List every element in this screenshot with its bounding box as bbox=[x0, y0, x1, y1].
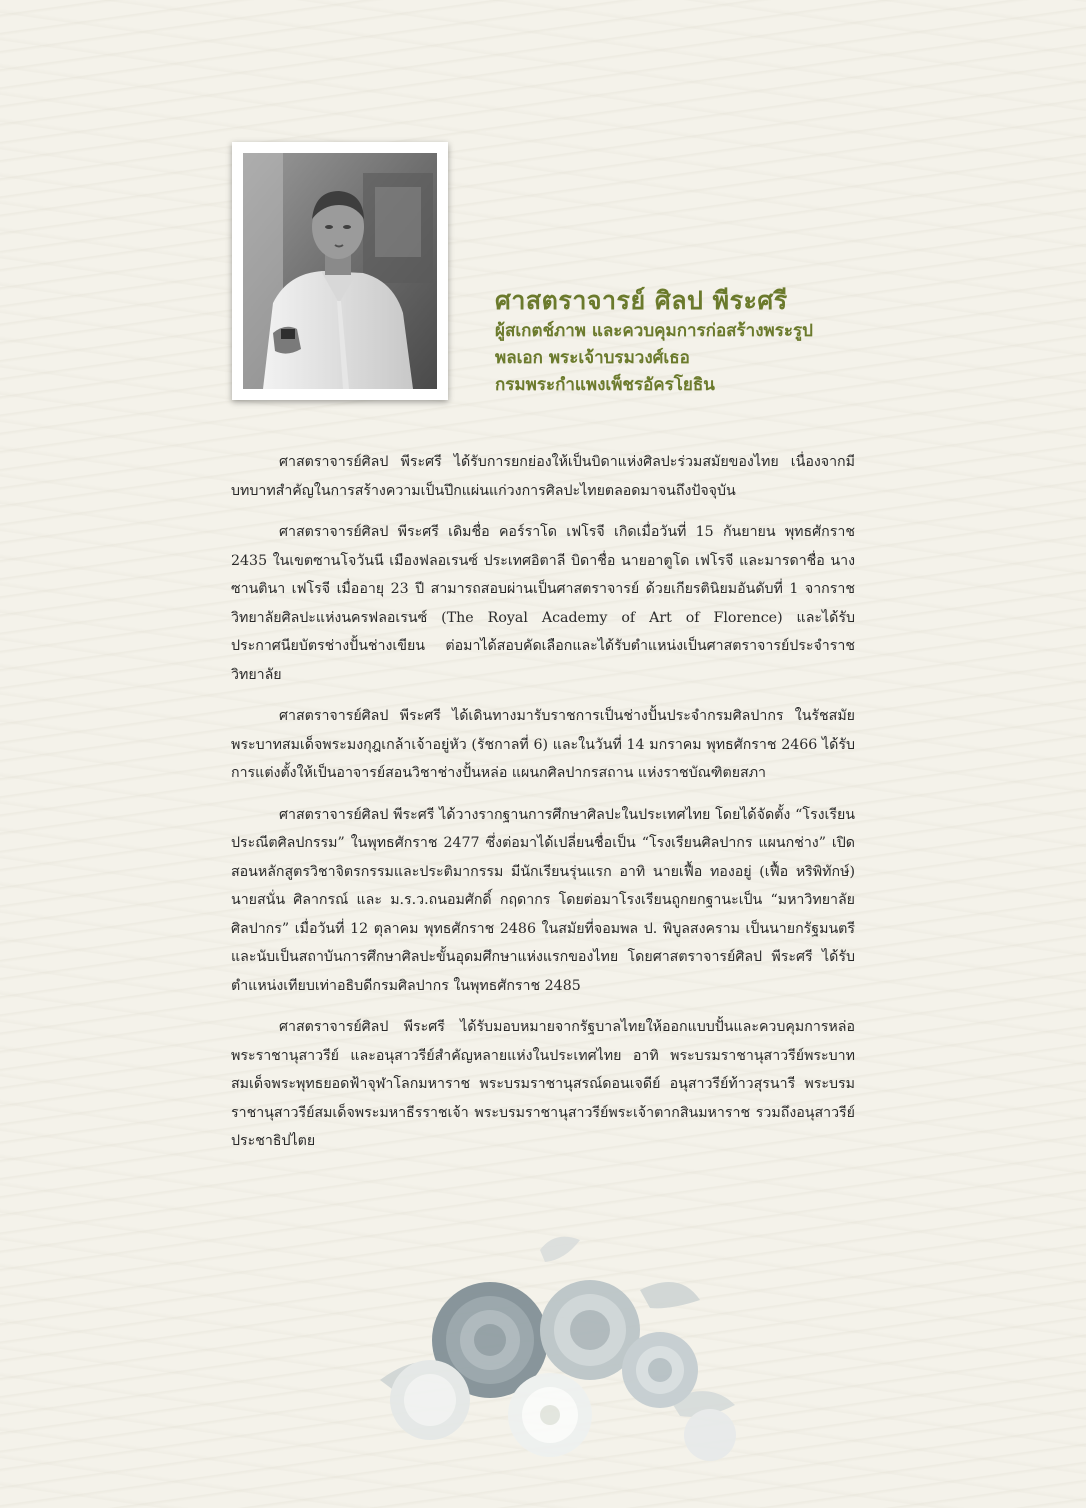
article-heading bbox=[495, 284, 875, 399]
heading-subtitle-line: กรมพระกำแพงเพ็ชรอัครโยธิน bbox=[495, 375, 715, 395]
body-paragraph: ศาสตราจารย์ศิลป พีระศรี ได้เดินทางมารับราชการเป็นช่างปั้นประจำกรมศิลปากร ในรัชสมัยพระบาทสมเด็จพระมงกุฎเกล้าเจ้าอยู่หัว (รัชกาลที่ 6) และในวันที่ 14 มกราคม พุทธศักราช 2466 ได้รับการแต่งตั้งให้เป็นอาจารย์สอนวิชาช่างปั้นหล่อ แผนกศิลปากรสถาน แห่งราชบัณฑิตยสภา bbox=[231, 708, 855, 781]
heading-subtitle-line: ผู้สเกตช์ภาพ และควบคุมการก่อสร้างพระรูป bbox=[495, 321, 813, 341]
body-paragraph: ศาสตราจารย์ศิลป พีระศรี ได้รับมอบหมายจากรัฐบาลไทยให้ออกแบบปั้นและควบคุมการหล่อพระราชานุสาวรีย์ และอนุสาวรีย์สำคัญหลายแห่งในประเทศไทย อาทิ พระบรมราชานุสาวรีย์พระบาทสมเด็จพระพุทธยอดฟ้าจุฬาโลกมหาราช พระบรมราชานุสรณ์ดอนเจดีย์ อนุสาวรีย์ท้าวสุรนารี พระบรมราชานุสาวรีย์สมเด็จพระมหาธีรราชเจ้า พระบรมราชานุสาวรีย์พระเจ้าตากสินมหาราช รวมถึงอนุสาวรีย์ประชาธิปไตย bbox=[231, 1019, 855, 1149]
heading-subtitle-line: พลเอก พระเจ้าบรมวงศ์เธอ bbox=[495, 348, 690, 368]
rose-bouquet-icon bbox=[340, 1230, 760, 1470]
article-body bbox=[231, 448, 855, 1169]
body-paragraph: ศาสตราจารย์ศิลป พีระศรี เดิมชื่อ คอร์ราโด เฟโรจี เกิดเมื่อวันที่ 15 กันยายน พุทธศักราช 2435 ในเขตซานโจวันนี เมืองฟลอเรนซ์ ประเทศอิตาลี บิดาชื่อ นายอาตูโด เฟโรจี และมารดาชื่อ นางซานตินา เฟโรจี เมื่ออายุ 23 ปี สามารถสอบผ่านเป็นศาสตราจารย์ ด้วยเกียรตินิยมอันดับที่ 1 จากราชวิทยาลัยศิลปะแห่งนครฟลอเรนซ์ (The Royal Academy of Art of Florence) และได้รับประกาศนียบัตรช่างปั้นช่างเขียน ต่อมาได้สอบคัดเลือกและได้รับตำแหน่งเป็นศาสตราจารย์ประจำราชวิทยาลัย bbox=[231, 524, 855, 683]
portrait-photo-icon bbox=[243, 153, 437, 389]
body-paragraph: ศาสตราจารย์ศิลป พีระศรี ได้วางรากฐานการศึกษาศิลปะในประเทศไทย โดยได้จัดตั้ง “โรงเรียนประณีตศิลปกรรม” ในพุทธศักราช 2477 ซึ่งต่อมาได้เปลี่ยนชื่อเป็น “โรงเรียนศิลปากร แผนกช่าง” เปิดสอนหลักสูตรวิชาจิตรกรรมและประติมากรรม มีนักเรียนรุ่นแรก อาทิ นายเฟื้อ ทองอยู่ (เฟื้อ หริพิทักษ์) นายสนั่น ศิลากรณ์ และ ม.ร.ว.ถนอมศักดิ์ กฤดากร โดยต่อมาโรงเรียนถูกยกฐานะเป็น “มหาวิทยาลัยศิลปากร” เมื่อวันที่ 12 ตุลาคม พุทธศักราช 2486 ในสมัยที่จอมพล ป. พิบูลสงคราม เป็นนายกรัฐมนตรี และนับเป็นสถาบันการศึกษาศิลปะขั้นอุดมศึกษาแห่งแรกของไทย โดยศาสตราจารย์ศิลป พีระศรี ได้รับตำแหน่งเทียบเท่าอธิบดีกรมศิลปากร ในพุทธศักราช 2485 bbox=[231, 806, 855, 994]
body-paragraph: ศาสตราจารย์ศิลป พีระศรี ได้รับการยกย่องให้เป็นบิดาแห่งศิลปะร่วมสมัยของไทย เนื่องจากมีบทบาทสำคัญในการสร้างความเป็นปึกแผ่นแก่วงการศิลปะไทยตลอดมาจนถึงปัจจุบัน bbox=[231, 454, 855, 499]
heading-title: ศาสตราจารย์ ศิลป พีระศรี bbox=[495, 286, 788, 315]
portrait-frame bbox=[232, 142, 448, 400]
